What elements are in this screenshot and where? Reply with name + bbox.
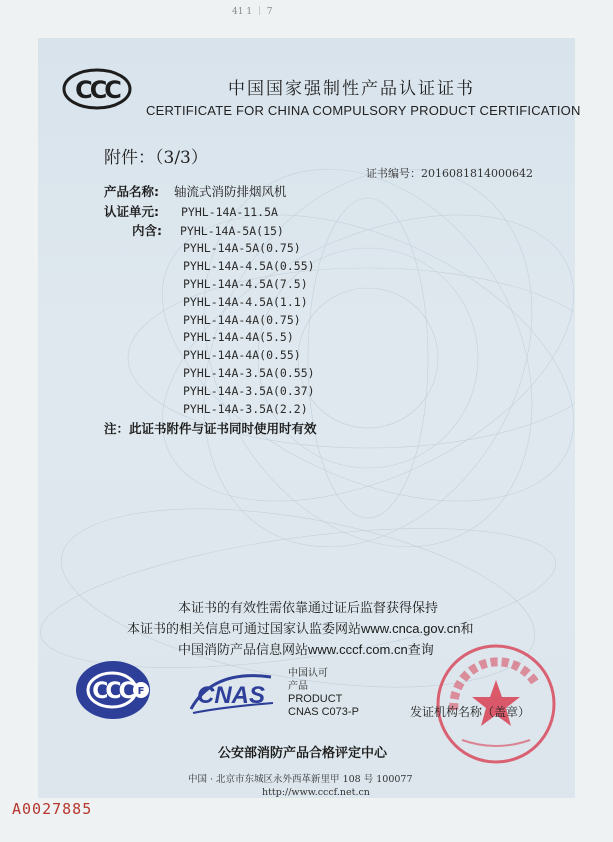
issuer-label: 发证机构名称（盖章） [410,705,531,719]
cert-unit-row [104,202,278,220]
validity-line-2 [127,618,474,637]
attachment-label: 附件：（3/3） [104,148,208,168]
validity-line-2-text: 本证书的相关信息可通过国家认监委网站 [127,622,362,637]
product-name-row [104,182,287,200]
cnca-url-link[interactable]: www.cnca.gov.cn [361,621,461,636]
includes-label: 内含: [132,223,162,238]
cnas-line-1: 中国认可 [288,668,328,679]
ccc-logo-icon [62,68,132,110]
model-item: PYHL-14A-4A(0.75) [183,313,301,327]
svg-text:F: F [137,686,145,697]
cnas-logo-icon [183,667,278,717]
svg-text:CCC: CCC [75,76,119,104]
attachment-note: 注：此证书附件与证书同时使用时有效 [104,421,317,436]
product-name-value: 轴流式消防排烟风机 [174,184,287,199]
cnas-line-3: PRODUCT [288,693,343,705]
top-handwritten-mark: 41 1 ｜ 7 [232,7,273,17]
cert-unit-label: 认证单元: [104,204,159,219]
issuer-address: 中国 · 北京市东城区永外西革新里甲 108 号 100077 [188,774,413,785]
certificate-number [366,165,533,181]
cnas-line-2: 产品 [288,681,308,692]
issuer-website[interactable]: http://www.cccf.net.cn [262,787,370,798]
model-item: PYHL-14A-4.5A(0.55) [183,259,315,273]
model-item: PYHL-14A-4.5A(1.1) [183,295,308,309]
model-item: PYHL-14A-5A(15) [180,224,284,238]
svg-text:CNAS: CNAS [196,682,266,709]
model-item: PYHL-14A-5A(0.75) [183,241,301,255]
validity-line-3 [178,639,434,658]
serial-number: A0027885 [12,800,93,818]
title-english: CERTIFICATE FOR CHINA COMPULSORY PRODUCT CERTIFICATION [146,103,581,118]
model-item: PYHL-14A-4A(5.5) [183,330,294,344]
svg-text:CCC: CCC [92,679,132,704]
certificate-number-value: 2016081814000642 [421,167,533,180]
model-item: PYHL-14A-4.5A(7.5) [183,277,308,291]
model-item: PYHL-14A-4A(0.55) [183,348,301,362]
cert-unit-value: PYHL-14A-11.5A [181,205,278,219]
product-name-label: 产品名称: [104,184,159,199]
validity-line-3-text: 中国消防产品信息网站 [178,643,309,658]
cnas-line-4: CNAS C073-P [288,706,359,718]
validity-line-1: 本证书的有效性需依靠通过证后监督获得保持 [178,601,439,616]
title-chinese: 中国国家强制性产品认证证书 [228,79,475,99]
certificate-number-label: 证书编号： [366,167,421,180]
cccf-url-link[interactable]: www.cccf.com.cn [308,642,408,657]
issuer-name: 公安部消防产品合格评定中心 [218,746,388,761]
validity-line-2-suffix: 和 [460,622,474,637]
includes-row [132,221,284,239]
validity-line-3-suffix: 查询 [407,643,434,658]
cccf-logo-icon [74,659,152,721]
model-item: PYHL-14A-3.5A(0.37) [183,384,315,398]
cnas-accreditation-text [288,667,359,719]
model-item: PYHL-14A-3.5A(2.2) [183,402,308,416]
model-item: PYHL-14A-3.5A(0.55) [183,366,315,380]
